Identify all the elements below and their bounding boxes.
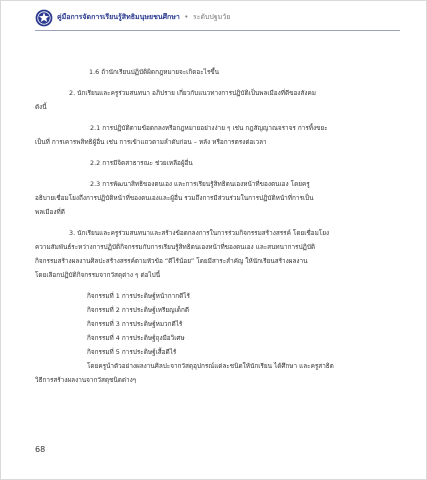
body-line: กิจกรรมที่ 2 การประดิษฐ์เหรียญเด็กดี <box>87 306 189 314</box>
paragraph-gap <box>35 170 391 177</box>
body-line: กิจกรรมที่ 3 การประดิษฐ์หมวกดีไร้ <box>87 320 183 328</box>
body-line: 2.3 การพัฒนาสิทธิของตนเอง และการเรียนรู้สิทธิตนเองหน้าที่ของตนเอง โดยครู <box>90 180 310 188</box>
body-line: 1.6 ถ้านักเรียนปฏิบัติผิดกฎหมายจะเกิดอะไรขึ้น <box>89 68 220 76</box>
body-line: โดยครูนำตัวอย่างผลงานศิลปะจากวัสดุอุปกรณ์แต่ละชนิดให้นักเรียน ได้ศึกษา และครูสาธิต <box>87 362 334 370</box>
header-divider <box>35 30 400 31</box>
body-line: 2. นักเรียนและครูร่วมสนทนา อภิปราย เกี่ยวกับแนวทางการปฏิบัติเป็นพลเมืองที่ดีของสังคม <box>69 89 316 97</box>
body-text <box>35 65 391 387</box>
body-line: ความสัมพันธ์ระหว่างการปฏิบัติกิจกรรมกับการเรียนรู้สิทธิตนเองหน้าที่ของตนเอง และสนทนาการปฏิบัติ <box>35 243 316 251</box>
body-line: อธิบายเชื่อมโยงถึงการปฏิบัติหน้าที่ของตนเองและผู้อื่น รวมถึงการมีส่วนร่วมในการปฏิบัติหน้าที่การเป็น <box>35 194 314 202</box>
body-line: โดยเลือกปฏิบัติกิจกรรมจากวัสดุต่าง ๆ ต่อไปนี้ <box>35 271 161 279</box>
paragraph-gap <box>35 79 391 86</box>
body-line: กิจกรรมสร้างผลงานศิลปะสร้างสรรค์ตามหัวข้อ “ดีไร้น้อย” โดยมีสาระสำคัญ ให้นักเรียนสร้างผลงาน <box>35 257 308 265</box>
page-number: 68 <box>35 445 46 454</box>
body-line: กิจกรรมที่ 5 การประดิษฐ์เสื้อดีไร้ <box>87 348 177 356</box>
paragraph-gap <box>35 114 391 121</box>
body-line: 3. นักเรียนและครูร่วมสนทนาและสร้างข้อตกลงการในการร่วมกิจกรรมสร้างสรรค์ โดยเชื่อมโยง <box>69 229 330 237</box>
paragraph-gap <box>35 219 391 226</box>
paragraph-gap <box>35 282 391 289</box>
body-line: กิจกรรมที่ 4 การประดิษฐ์ถุงมือวิเศษ <box>87 334 185 342</box>
body-line: วิธีการสร้างผลงานจากวัสดุชนิดต่างๆ <box>35 376 137 384</box>
body-line: กิจกรรมที่ 1 การประดิษฐ์หน้ากากดีไร้ <box>87 292 190 300</box>
body-line: 2.2 การมีจิตสาธารณะ ช่วยเหลือผู้อื่น <box>90 159 193 167</box>
body-line: เป็นที่ การเคารพสิทธิผู้อื่น เช่น การเข้าแถวตามลำดับก่อน – หลัง หรือการตรงต่อเวลา <box>35 138 267 146</box>
document-subtitle: ระดับปฐมวัย <box>192 13 231 21</box>
header-title <box>57 12 230 23</box>
body-line: 2.1 การปฏิบัติตามข้อตกลงหรือกฎหมายอย่างง่าย ๆ เช่น กฎสัญญาณจราจร การทิ้งขยะ <box>90 124 328 132</box>
document-title: คู่มือการจัดการเรียนรู้สิทธิมนุษยชนศึกษา <box>57 13 180 21</box>
paragraph-gap <box>35 149 391 156</box>
institution-seal-icon <box>35 9 53 27</box>
body-line: ดังนี้ <box>35 103 47 111</box>
title-separator: • <box>184 13 189 21</box>
body-line: พลเมืองที่ดี <box>35 208 65 216</box>
